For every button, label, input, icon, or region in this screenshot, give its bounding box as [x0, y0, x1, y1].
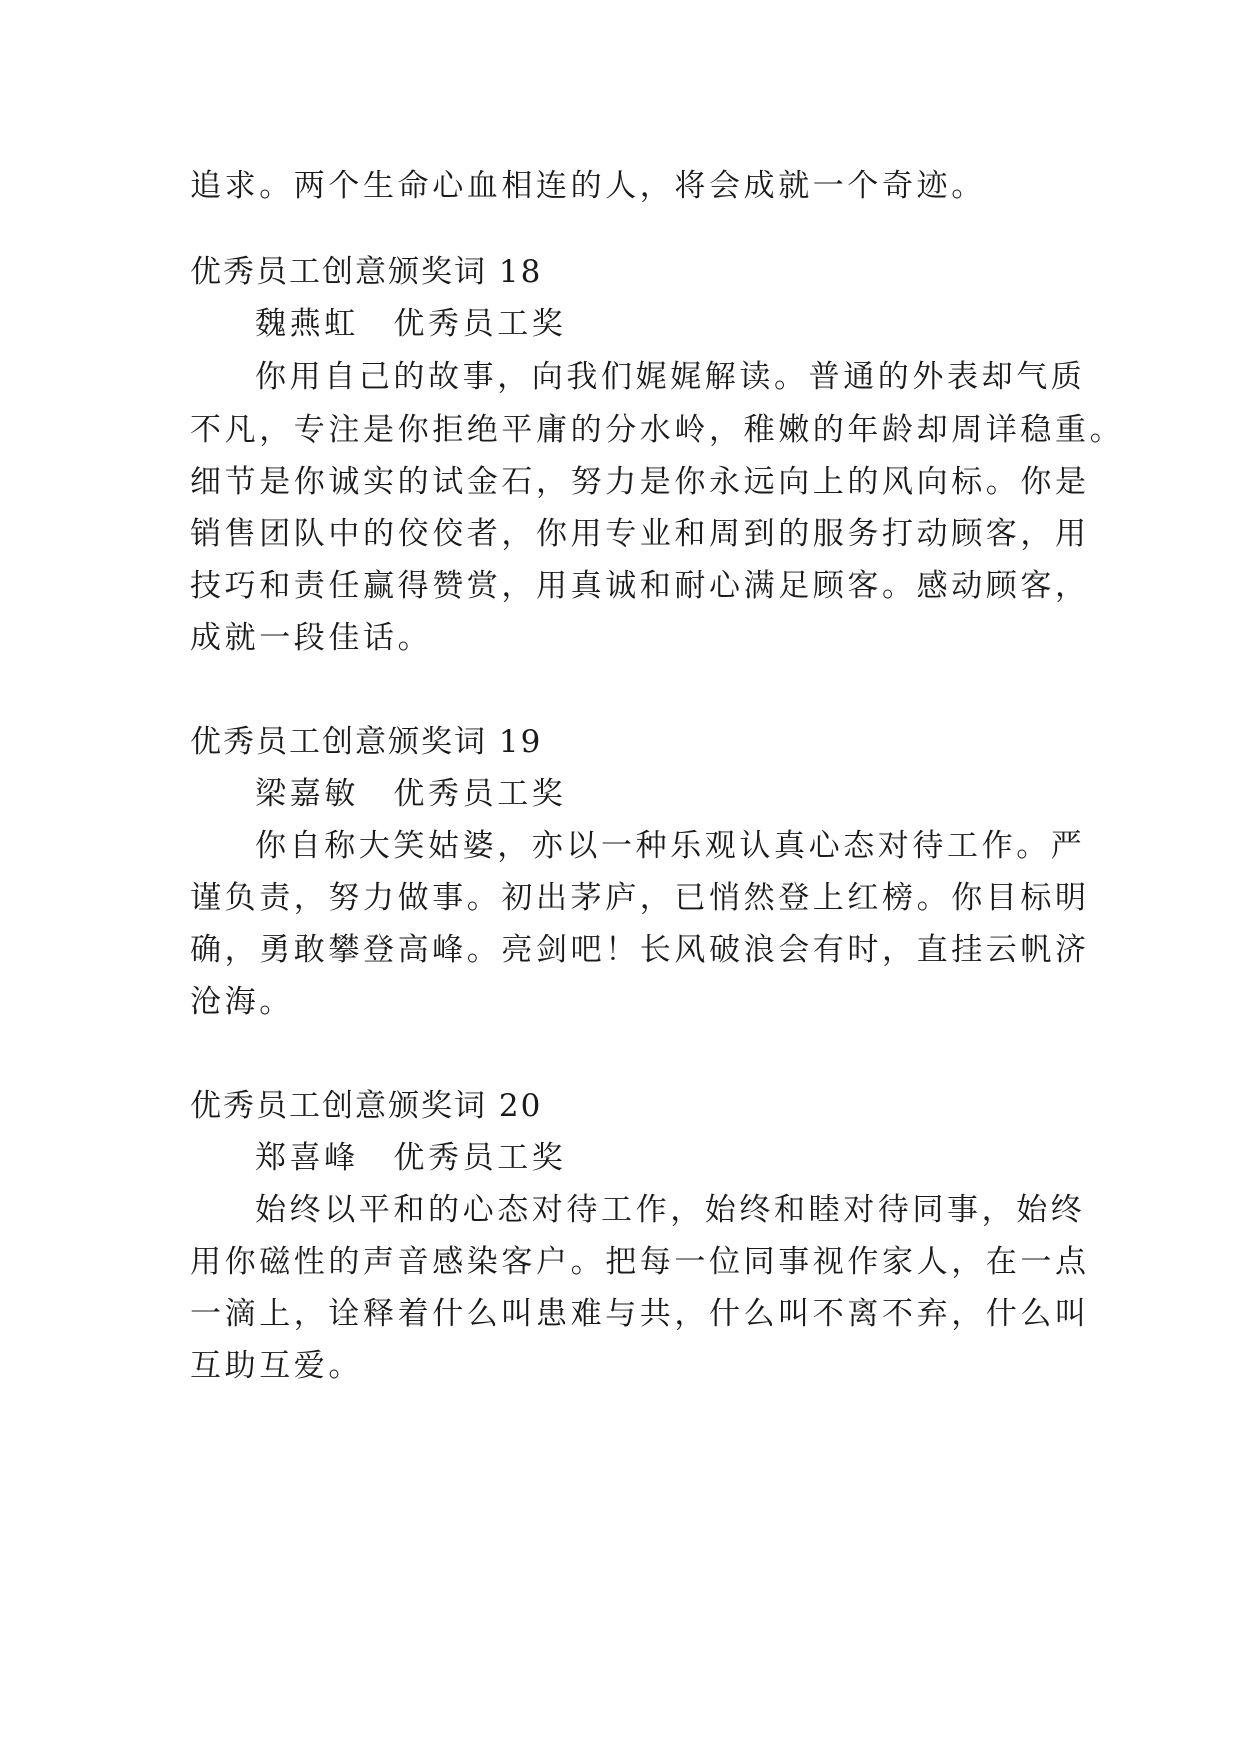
intro-tail-line: 追求。两个生命心血相连的人，将会成就一个奇迹。: [190, 168, 986, 204]
section-20-awardee: 郑喜峰 优秀员工奖: [255, 1140, 567, 1176]
section-18-paragraph-line: 销售团队中的佼佼者，你用专业和周到的服务打动顾客，用: [190, 516, 1090, 552]
section-19-paragraph-line: 沧海。: [190, 984, 294, 1020]
section-18-paragraph-line: 成就一段佳话。: [190, 620, 433, 656]
section-19-awardee: 梁嘉敏 优秀员工奖: [255, 776, 567, 812]
section-18-paragraph-line: 你用自己的故事，向我们娓娓解读。普通的外表却气质: [255, 359, 1086, 395]
section-20-paragraph-line: 始终以平和的心态对待工作，始终和睦对待同事，始终: [255, 1192, 1086, 1228]
section-20-paragraph-line: 一滴上，诠释着什么叫患难与共，什么叫不离不弃，什么叫: [190, 1296, 1090, 1332]
section-18-paragraph-line: 细节是你诚实的试金石，努力是你永远向上的风向标。你是: [190, 464, 1090, 500]
section-20-heading: 优秀员工创意颁奖词 20: [190, 1088, 543, 1124]
section-19-paragraph-line: 你自称大笑姑婆，亦以一种乐观认真心态对待工作。严: [255, 828, 1086, 864]
section-18-paragraph-line: 技巧和责任赢得赞赏，用真诚和耐心满足顾客。感动顾客，: [190, 568, 1090, 604]
section-18-awardee: 魏燕虹 优秀员工奖: [255, 306, 567, 342]
section-20-paragraph-line: 用你磁性的声音感染客户。把每一位同事视作家人，在一点: [190, 1244, 1090, 1280]
section-20-paragraph-line: 互助互爱。: [190, 1348, 363, 1384]
section-19-paragraph-line: 确，勇敢攀登高峰。亮剑吧！长风破浪会有时，直挂云帆济: [190, 932, 1090, 968]
section-18-paragraph-line: 不凡，专注是你拒绝平庸的分水岭，稚嫩的年龄却周详稳重。: [190, 412, 1125, 448]
section-18-heading: 优秀员工创意颁奖词 18: [190, 254, 543, 290]
section-19-heading: 优秀员工创意颁奖词 19: [190, 724, 543, 760]
section-19-paragraph-line: 谨负责，努力做事。初出茅庐，已悄然登上红榜。你目标明: [190, 880, 1090, 916]
